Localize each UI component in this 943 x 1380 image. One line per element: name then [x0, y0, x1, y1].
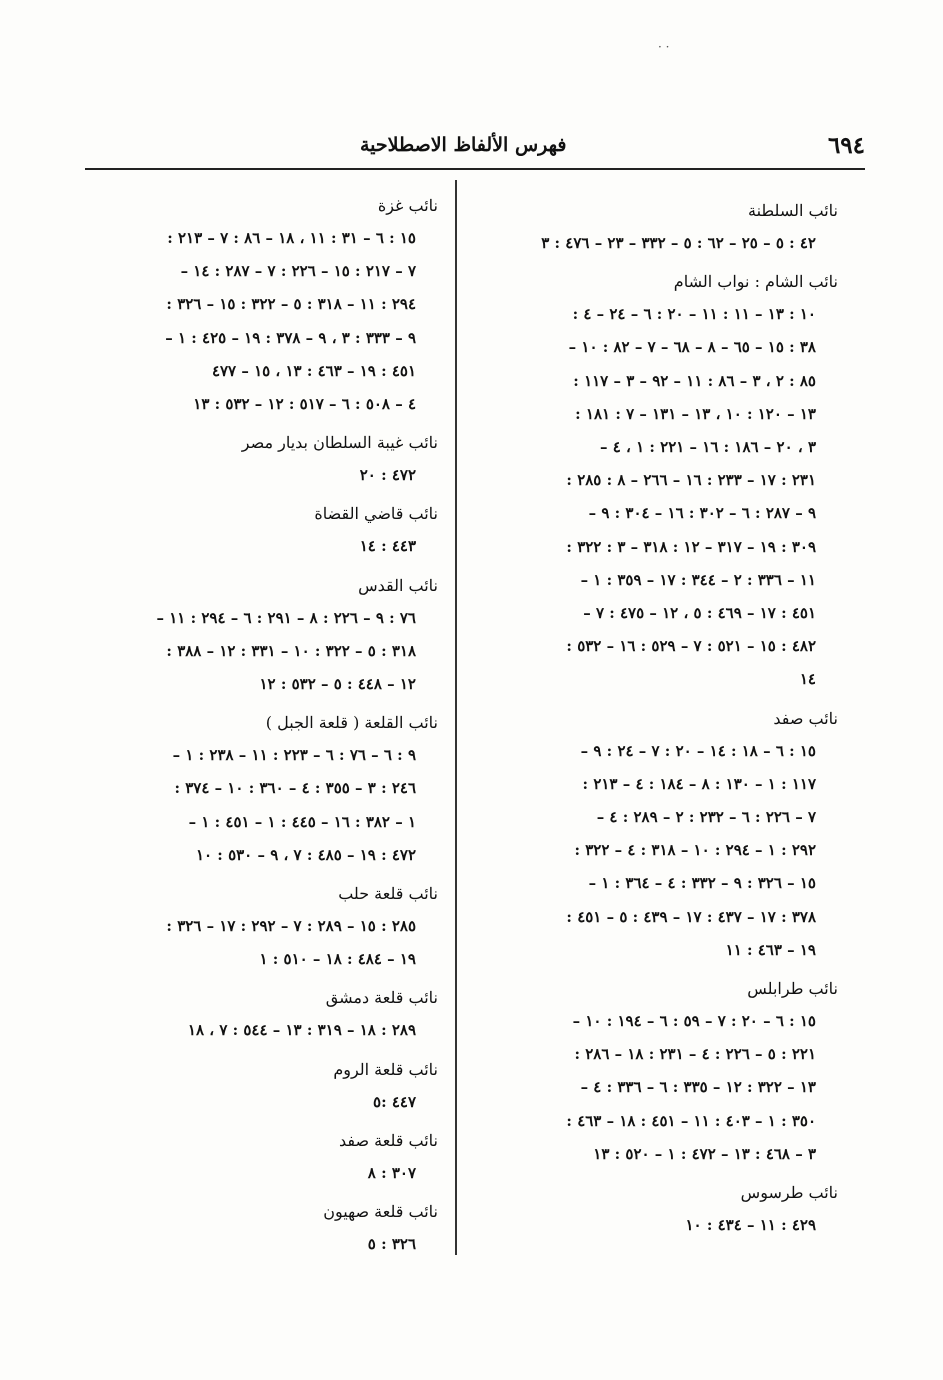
- entry-references: ٢٩٢ : ١ – ٢٩٤ : ١٠ – ٣١٨ : ٤ – ٣٢٢ :: [574, 841, 816, 860]
- entry-references: ٢٢١ : ٥ – ٢٢٦ : ٤ – ٢٣١ : ١٨ – ٢٨٦ :: [574, 1045, 816, 1064]
- entry-term: نائب قاضي القضاة: [314, 504, 438, 524]
- entry-references: ١٤: [799, 670, 816, 689]
- entry-references: ١ – ٣٨٢ : ١٦ – ٤٤٥ : ١ – ٤٥١ : ١ –: [188, 812, 416, 831]
- right-column: [470, 195, 838, 1248]
- entry-references: ٧٦ : ٩ – ٢٢٦ : ٨ – ٢٩١ : ٦ – ٢٩٤ : ١١ –: [156, 608, 416, 627]
- entry-term: نائب غيبة السلطان بديار مصر: [241, 433, 438, 453]
- entry-references: ٣ – ٤٦٨ : ١٣ – ٤٧٢ : ١ – ٥٢٠ : ١٣: [593, 1144, 816, 1163]
- index-entry: [76, 1125, 438, 1190]
- entry-references: ١٩ – ٤٦٣ : ١١: [725, 940, 816, 959]
- index-entry: [76, 427, 438, 492]
- index-entry: [470, 195, 838, 260]
- entry-references: ١١ – ٣٣٦ : ٢ – ٣٤٤ : ١٧ – ٣٥٩ : ١ –: [580, 570, 816, 589]
- entry-term: نائب الشام : نواب الشام: [673, 272, 838, 292]
- entry-references: ١٥ : ٦ – ٢٠ : ٧ – ٥٩ : ٦ – ١٩٤ : ١٠ –: [572, 1012, 816, 1031]
- entry-references: ٣١٨ : ٥ – ٣٢٢ : ١٠ – ٣٣١ : ١٢ – ٣٨٨ :: [166, 641, 416, 660]
- entry-references: ٩ : ٦ – ٧٦ : ٦ – ٢٢٣ : ١١ – ٢٣٨ : ١ –: [172, 746, 416, 765]
- entry-term: نائب القدس: [358, 575, 438, 595]
- index-entry: [76, 498, 438, 563]
- entry-term: نائب قلعة صفد: [339, 1130, 438, 1150]
- entry-references: ١٣ – ٣٢٢ : ١٢ – ٣٣٥ : ٦ – ٣٣٦ : ٤ –: [580, 1078, 816, 1097]
- entry-references: ٧ – ٢٢٦ : ٦ – ٢٣٢ : ٢ – ٢٨٩ : ٤ –: [596, 808, 816, 827]
- entry-references: ١٥ : ٦ – ٣١ : ١١ ، ١٨ – ٨٦ : ٧ – ٢١٣ :: [167, 229, 416, 247]
- entry-references: ٤ – ٥٠٨ : ٦ – ٥١٧ : ١٢ – ٥٣٢ : ١٣: [193, 395, 416, 414]
- entry-references: ٢٩٤ : ١١ – ٣١٨ : ٥ – ٣٢٢ : ١٥ – ٣٢٦ :: [166, 295, 416, 314]
- entry-references: ٢٣١ : ١٧ – ٢٣٣ : ١٦ – ٢٦٦ – ٨ : ٢٨٥ :: [566, 471, 816, 490]
- entry-term: نائب صفد: [773, 708, 838, 728]
- entry-references: ٣ ، ٢٠ – ١٨٦ : ١٦ – ٢٢١ : ١ ، ٤ –: [600, 438, 816, 457]
- entry-references: ٢٨٩ : ١٨ – ٣١٩ : ١٣ – ٥٤٤ : ٧ ، ١٨: [187, 1021, 416, 1040]
- index-entry: [470, 703, 838, 967]
- entry-references: ٤٧٢ : ٢٠: [359, 466, 416, 485]
- entry-references: ١٥ – ٣٢٦ : ٩ – ٣٣٢ : ٤ – ٣٦٤ : ١ –: [588, 874, 816, 893]
- index-entry: [76, 878, 438, 976]
- entry-term: نائب غزة: [377, 196, 438, 215]
- entry-references: ١٩ – ٤٨٤ : ١٨ – ٥١٠ : ١: [259, 950, 416, 969]
- entry-term: نائب قلعة دمشق: [325, 988, 438, 1008]
- entry-references: ٣٧٨ : ١٧ – ٤٣٧ : ١٧ – ٤٣٩ : ٥ – ٤٥١ :: [566, 907, 816, 926]
- entry-term: نائب قلعة الروم: [333, 1059, 438, 1079]
- entry-references: ١٣ – ١٢٠ : ١٠ ، ١٣ – ١٣١ – ٧ : ١٨١ :: [575, 404, 816, 423]
- entry-term: نائب طرابلس: [747, 979, 838, 999]
- page-number: ٦٩٤: [827, 132, 865, 159]
- left-column: [76, 190, 438, 1267]
- entry-references: ٣٨ : ١٥ – ٦٥ – ٨ – ٦٨ – ٧ – ٨٢ : ١٠ –: [568, 338, 816, 357]
- entry-references: ٣٠٧ : ٨: [367, 1163, 416, 1182]
- entry-term: نائب القلعة ( قلعة الجبل ): [265, 713, 438, 733]
- scan-speck: · ·: [658, 40, 670, 54]
- entry-references: ١٢ – ٤٤٨ : ٥ – ٥٣٢ : ١٢: [259, 675, 416, 694]
- entry-references: ٤٨٢ : ١٥ – ٥٢١ : ٧ – ٥٢٩ : ١٦ – ٥٣٢ :: [566, 637, 816, 656]
- entry-references: ٤٢ : ٥ – ٢٥ – ٦٢ : ٥ – ٣٣٢ – ٢٣ – ٤٧٦ : ٣: [541, 234, 816, 252]
- header-rule: [85, 168, 865, 170]
- index-entry: [470, 266, 838, 696]
- column-divider: [455, 180, 457, 1255]
- entry-references: ١١٧ : ١ – ١٣٠ : ٨ – ١٨٤ : ٤ – ٢١٣ :: [582, 774, 816, 793]
- entry-references: ٩ – ٢٨٧ : ٦ – ٣٠٢ : ١٦ – ٣٠٤ : ٩ –: [588, 504, 816, 523]
- index-entry: [470, 973, 838, 1171]
- index-entry: [76, 982, 438, 1047]
- page-header: [85, 132, 865, 168]
- entry-references: ٨٥ : ٢ ، ٣ – ٨٦ : ١١ – ٩٢ – ٣ – ١١٧ :: [573, 371, 816, 390]
- entry-references: ٤٥١ : ١٩ – ٤٦٣ : ١٣ ، ١٥ – ٤٧٧: [211, 361, 416, 380]
- entry-references: ٤٢٩ : ١١ – ٤٣٤ : ١٠: [685, 1216, 816, 1235]
- entry-term: نائب السلطنة: [748, 201, 838, 220]
- entry-references: ٣٢٦ : ٥: [367, 1235, 416, 1254]
- entry-references: ٢٤٦ : ٣ – ٣٥٥ : ٤ – ٣٦٠ : ١٠ – ٣٧٤ :: [174, 779, 416, 798]
- entry-term: نائب طرسوس: [740, 1183, 838, 1203]
- index-entry: [76, 190, 438, 421]
- entry-references: ٤٧٢ : ١٩ – ٤٨٥ : ٧ ، ٩ – ٥٣٠ : ١٠: [195, 845, 416, 864]
- entry-term: نائب قلعة حلب: [338, 884, 438, 904]
- index-entry: [470, 1177, 838, 1242]
- running-title: فهرس الألفاظ الاصطلاحية: [360, 134, 567, 156]
- index-entry: [76, 707, 438, 872]
- entry-references: ٢٨٥ : ١٥ – ٢٨٩ : ٧ – ٢٩٢ : ١٧ – ٣٢٦ :: [166, 917, 416, 936]
- entry-references: ١٥ : ٦ – ١٨ : ١٤ – ٢٠ : ٧ – ٢٤ : ٩ –: [580, 741, 816, 760]
- entry-references: ٤٤٣ : ١٤: [359, 537, 416, 556]
- entry-references: ٧ – ٢١٧ : ١٥ – ٢٢٦ : ٧ – ٢٨٧ : ١٤ –: [180, 262, 416, 281]
- index-entry: [76, 1196, 438, 1261]
- index-entry: [76, 1054, 438, 1119]
- entry-references: ١٠ : ١٣ – ١١ : ١١ – ٢٠ : ٦ – ٢٤ – ٤ :: [572, 305, 816, 324]
- entry-references: ٣٥٠ : ١ – ٤٠٣ : ١١ – ٤٥١ : ١٨ – ٤٦٣ :: [566, 1111, 816, 1130]
- entry-term: نائب قلعة صهيون: [323, 1202, 438, 1222]
- entry-references: ٣٠٩ : ١٩ – ٣١٧ – ١٢ : ٣١٨ – ٣ : ٣٢٢ :: [566, 537, 816, 556]
- entry-references: ٤٤٧ :٥: [373, 1092, 416, 1111]
- index-entry: [76, 570, 438, 702]
- entry-references: ٩ – ٣٣٣ : ٣ ، ٩ – ٣٧٨ : ١٩ – ٤٢٥ : ١ –: [165, 328, 416, 347]
- entry-references: ٤٥١ : ١٧ – ٤٦٩ : ٥ ، ١٢ – ٤٧٥ : ٧ –: [583, 604, 816, 623]
